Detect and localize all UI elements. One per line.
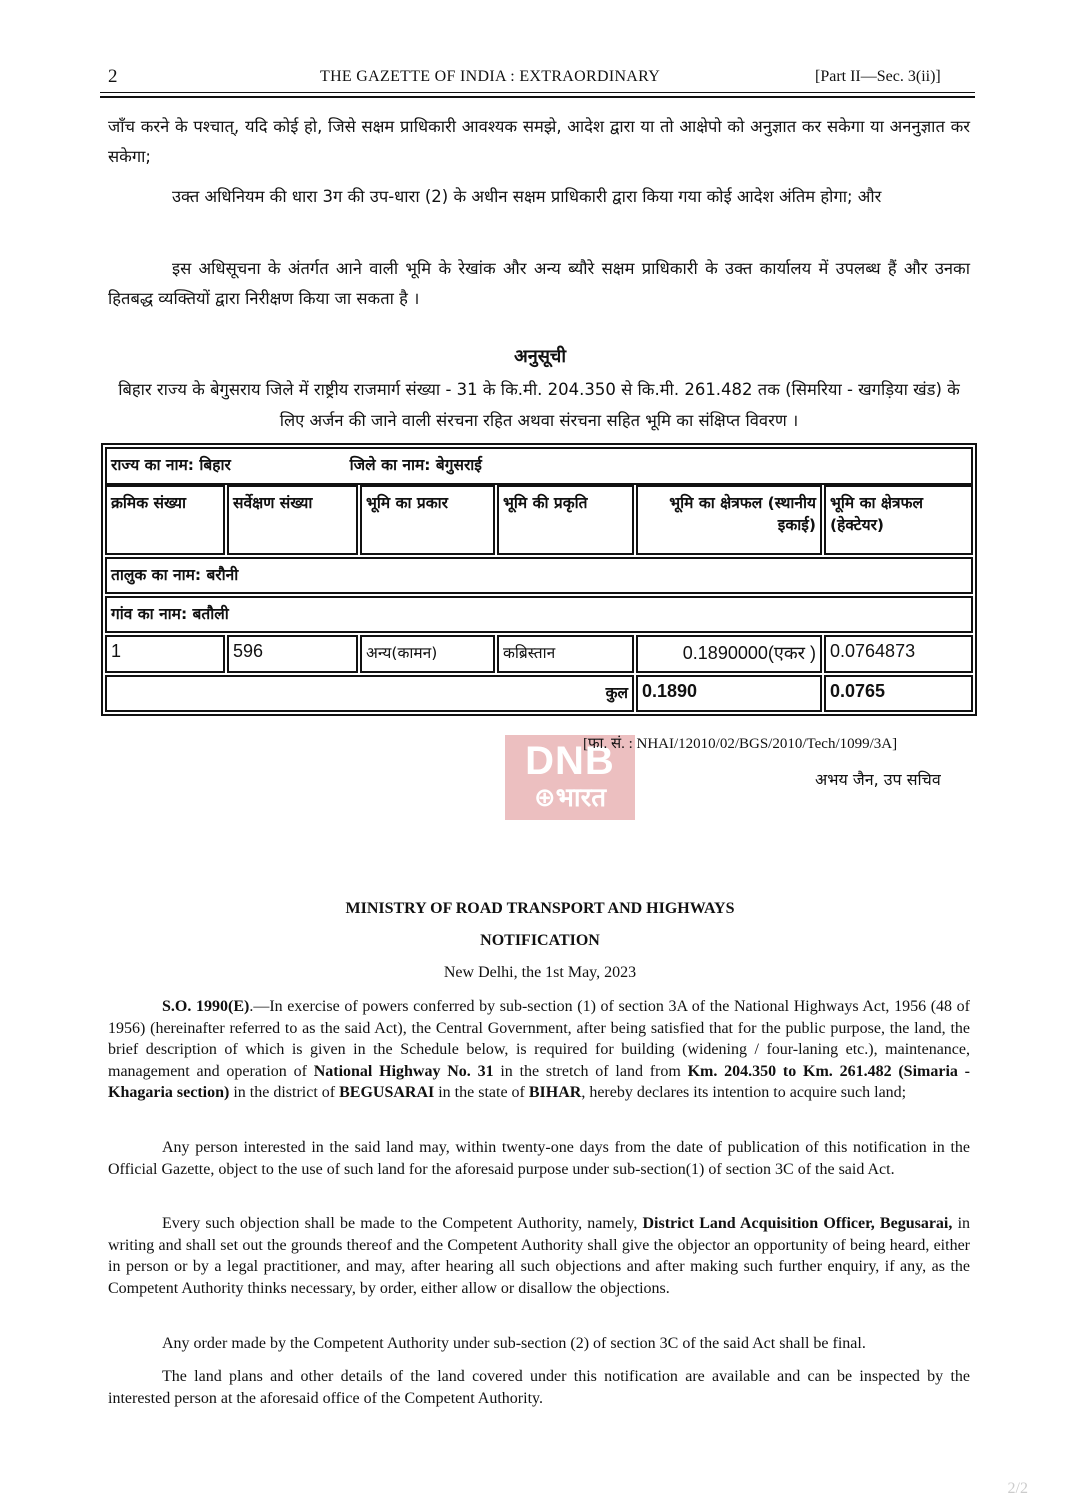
english-paragraph-4: Any order made by the Competent Authority under sub-section (2) of section 3C of the said Act shall be final.: [162, 1335, 866, 1352]
state-name: राज्य का नाम: बिहार: [111, 456, 231, 474]
table-taluk-row: [105, 557, 973, 594]
p3-text-b: in writing and shall set out the grounds thereof and the Competent Authority shall give the objector an opportunity of being heard, either in person or by a legal practitioner, and may, after hearing all such objections and after making such further enquiry, if any, as the Competent Authority thinks necessary, by order, either allow or disallow the objections.: [108, 1215, 971, 1297]
english-paragraph-1: [108, 996, 970, 1104]
gazette-title: THE GAZETTE OF INDIA : EXTRAORDINARY: [320, 68, 661, 85]
p3-text-a: Every such objection shall be made to the Competent Authority, namely,: [162, 1215, 643, 1232]
table-total-row: [105, 675, 973, 712]
header-rule-thin: [100, 92, 975, 93]
watermark-line-1: DNB: [525, 739, 615, 783]
cell-serial: 1: [105, 635, 225, 673]
page-corner-counter: 2/2: [1007, 1480, 1028, 1497]
watermark-line-2: ⊕भारत: [533, 783, 607, 813]
signatory: अभय जैन, उप सचिव: [815, 770, 941, 789]
total-area-hectare: 0.0765: [824, 675, 973, 712]
header-land-type: भूमि का प्रकार: [360, 485, 495, 555]
english-paragraph-5: The land plans and other details of the land covered under this notification are available and can be inspected by the interested person at the aforesaid office of the Competent Authority.: [108, 1368, 970, 1407]
so-number: S.O. 1990(E): [162, 998, 250, 1015]
table-state-row: [105, 447, 973, 485]
p1-text-e: , hereby declares its intention to acquire such land;: [581, 1084, 907, 1102]
cell-land-nature: कब्रिस्तान: [497, 635, 634, 673]
ministry-heading: MINISTRY OF ROAD TRANSPORT AND HIGHWAYS: [345, 900, 735, 917]
p1-text-d: in the state of: [434, 1084, 529, 1102]
village-name: गांव का नाम: बतौली: [105, 596, 973, 633]
district-name: जिले का नाम: बेगुसराई: [349, 456, 482, 474]
schedule-title: अनुसूची: [513, 346, 566, 367]
state-name-en: BIHAR: [528, 1084, 582, 1102]
header-area-hectare: भूमि का क्षेत्रफल (हेक्टेयर): [824, 485, 973, 555]
english-paragraph-2: Any person interested in the said land may, within twenty-one days from the date of publication of this notification in the Official Gazette, object to the use of such land for the aforesaid purpose under sub-section(1) of section 3C of the said Act.: [108, 1139, 970, 1178]
header-land-nature: भूमि की प्रकृति: [497, 485, 634, 555]
schedule-description: बिहार राज्य के बेगुसराय जिले में राष्ट्रीय राजमार्ग संख्या - 31 के कि.मी. 204.350 से कि.मी. 261.482 तक (सिमरिया - खगड़िया खंड) के लिए अर्जन की जाने वाली संरचना रहित अथवा संरचना सहित भूमि का संक्षिप्त विवरण ।: [118, 380, 960, 430]
table-row: [105, 635, 973, 673]
cell-area-hectare: 0.0764873: [824, 635, 973, 673]
p1-text-c: in the district of: [229, 1084, 340, 1102]
hindi-paragraph-3: इस अधिसूचना के अंतर्गत आने वाली भूमि के रेखांक और अन्य ब्यौरे सक्षम प्राधिकारी के उक्त कार्यालय में उपलब्ध हैं और उनका हितबद्ध व्यक्तियों द्वारा निरीक्षण किया जा सकता है ।: [108, 259, 970, 308]
table-header-row: [105, 485, 973, 555]
header-serial: क्रमिक संख्या: [105, 485, 225, 555]
cell-survey: 596: [227, 635, 358, 673]
highway-number: National Highway No. 31: [313, 1062, 494, 1080]
table-village-row: [105, 596, 973, 633]
p1-text-b: in the stretch of land from: [493, 1062, 688, 1080]
cell-land-type: अन्य(कामन): [360, 635, 495, 673]
header-survey: सर्वेक्षण संख्या: [227, 485, 358, 555]
header-area-local: भूमि का क्षेत्रफल (स्थानीय इकाई): [636, 485, 822, 555]
total-label: कुल: [105, 675, 634, 712]
stretch-range: Km. 204.350 to Km. 261.482 (Simaria - Khagaria section): [108, 1062, 970, 1102]
total-area-local: 0.1890: [636, 675, 822, 712]
cell-area-local: 0.1890000(एकर ): [636, 635, 822, 673]
dateline: New Delhi, the 1st May, 2023: [443, 964, 637, 981]
p1-text-a: .—In exercise of powers conferred by sub-section (1) of section 3A of the National Highways Act, 1956 (48 of 1956) (hereinafter referred to as the said Act), the Central Government, after being satisfied that for the public purpose, the land, the brief description of which is given in the Schedule below, is required for building (widening / four-laning etc.), maintenance, management and operation of: [108, 998, 971, 1080]
competent-authority-officer: District Land Acquisition Officer, Begusarai,: [642, 1215, 953, 1232]
english-paragraph-3: [108, 1213, 970, 1299]
header-rule-thick: [100, 96, 975, 98]
page-number: 2: [108, 66, 118, 87]
land-schedule-table: [101, 443, 977, 716]
state-district-cell: [105, 447, 973, 485]
file-reference: [फा. सं. : NHAI/12010/02/BGS/2010/Tech/1099/3A]: [583, 736, 898, 752]
notification-heading: NOTIFICATION: [480, 932, 600, 949]
hindi-paragraph-2: उक्त अधिनियम की धारा 3ग की उप-धारा (2) के अधीन सक्षम प्राधिकारी द्वारा किया गया कोई आदेश अंतिम होगा; और: [172, 187, 882, 206]
gazette-part: [Part II—Sec. 3(ii)]: [815, 68, 941, 85]
hindi-paragraph-1: जाँच करने के पश्चात्, यदि कोई हो, जिसे सक्षम प्राधिकारी आवश्यक समझे, आदेश द्वारा या तो आक्षेपो को अनुज्ञात कर सकेगा या अननुज्ञात कर सकेगा;: [108, 117, 970, 166]
taluk-name: तालुक का नाम: बरौनी: [105, 557, 973, 594]
district-name-en: BEGUSARAI: [339, 1084, 435, 1102]
